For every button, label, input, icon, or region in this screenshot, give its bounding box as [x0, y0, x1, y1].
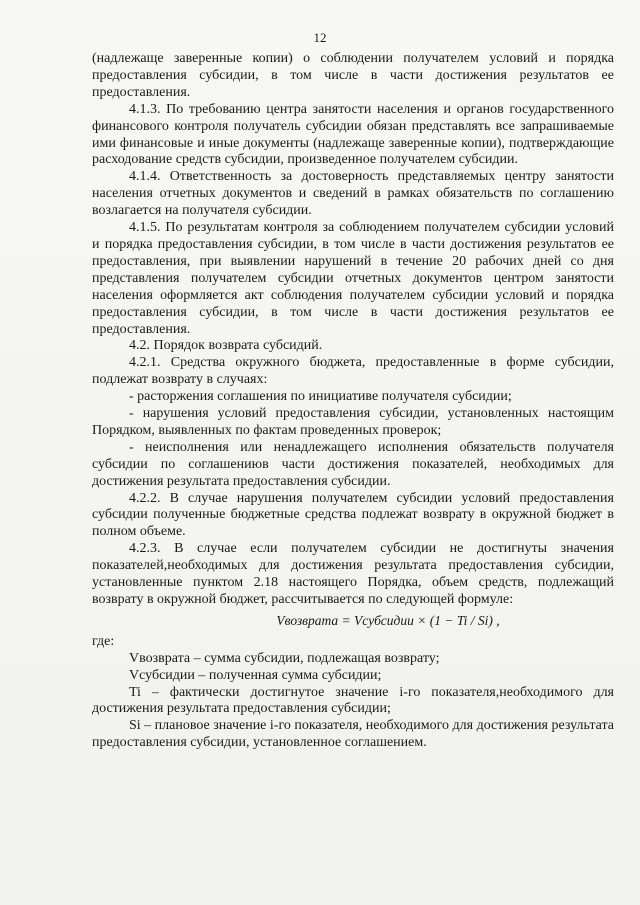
where-label: где: — [92, 633, 115, 649]
document-body — [92, 51, 614, 752]
list-item-case-1: - расторжения соглашения по инициативе получателя субсидии; — [129, 389, 512, 405]
refund-formula: Vвозврата = Vсубсидии × (1 − Ti / Si) , — [276, 612, 500, 628]
definition-si: Si – плановое значение i-го показателя, необходимого для достижения результата предоставления субсидии, установленное соглашением. — [92, 718, 614, 751]
section-heading-4-2: 4.2. Порядок возврата субсидий. — [129, 338, 323, 354]
list-item-case-2: - нарушения условий предоставления субсидии, установленных настоящим Порядком, выявленных по фактам проведенных проверок; — [92, 406, 614, 438]
paragraph-4-1-3: 4.1.3. По требованию центра занятости населения и органов государственного финансового контроля получатель субсидии обязан представлять все запрашиваемые ими финансовые и иные документы (надлежаще заверенные копии), подтверждающие расходование средств субсидии, произведенное получателем субсидии. — [92, 101, 614, 168]
paragraph-4-2-3: 4.2.3. В случае если получателем субсидии не достигнуты значения показателей,необходимых для достижения результата предоставления субсидии, установленные пунктом 2.18 настоящего Порядка, объем средств, подлежащий возврату в окружной бюджет, рассчитывается по следующей формуле: — [92, 541, 614, 607]
paragraph-4-1-5: 4.1.5. По результатам контроля за соблюдением получателем субсидии условий и порядка предоставления субсидии, в том числе в части достижения результатов ее предоставления, при выявлении нарушений в течение 20 рабочих дней со дня представления получателем субсидии отчетных документов центром занятости населения оформляется акт соблюдения получателем субсидии условий и порядка предоставления субсидии, в том числе в части достижения результатов ее предоставления. — [92, 220, 614, 337]
page-number: 12 — [313, 30, 327, 45]
definition-v-return: Vвозврата – сумма субсидии, подлежащая возврату; — [129, 650, 440, 666]
paragraph-4-1-4: 4.1.4. Ответственность за достоверность представляемых центру занятости населения отчетных документов и сведений в рамках обязательств по соглашению возлагается на получателя субсидии. — [92, 169, 614, 219]
paragraph-4-2-2: 4.2.2. В случае нарушения получателем субсидии условий предоставления субсидии полученные бюджетные средства подлежат возврату в окружной бюджет в полном объеме. — [92, 490, 614, 540]
paragraph-4-2-1: 4.2.1. Средства окружного бюджета, предоставленные в форме субсидии, подлежат возврату в случаях: — [92, 355, 614, 388]
paragraph-continuation: (надлежаще заверенные копии) о соблюдении получателем условий и порядка предоставления субсидии, в том числе в части достижения результатов ее предоставления. — [92, 51, 614, 100]
definition-ti: Ti – фактически достигнутое значение i-го показателя,необходимого для достижения результата предоставления субсидии; — [92, 684, 614, 717]
definition-v-subsidy: Vсубсидии – полученная сумма субсидии; — [129, 667, 382, 683]
list-item-case-3: - неисполнения или ненадлежащего исполнения обязательств получателя субсидии по соглашениюв части достижения показателей, необходимых для достижения результата предоставления субсидии. — [92, 439, 614, 489]
